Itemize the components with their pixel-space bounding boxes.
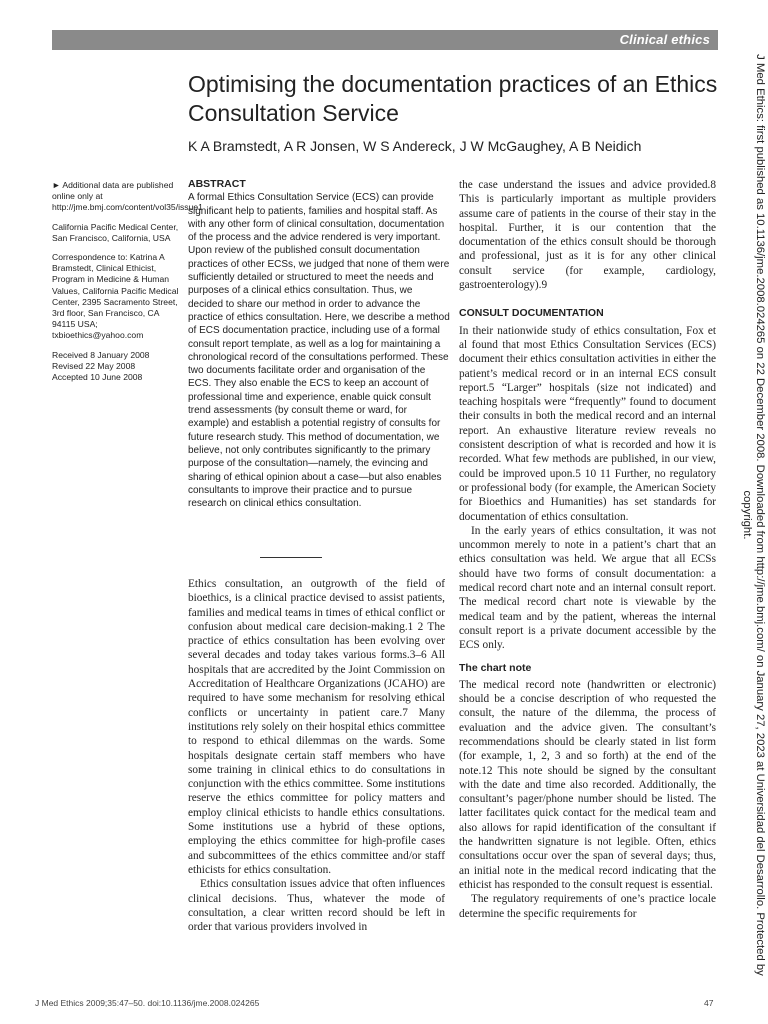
download-margin-note	[738, 30, 766, 1000]
revised-date: Revised 22 May 2008	[52, 360, 136, 371]
received-date: Received 8 January 2008	[52, 349, 150, 360]
footer-citation: J Med Ethics 2009;35:47–50. doi:10.1136/jme.2008.024265	[35, 998, 260, 1008]
accepted-date: Accepted 10 June 2008	[52, 372, 143, 383]
body-paragraph: Ethics consultation, an outgrowth of the field of bioethics, is a clinical practice devised to assist patients, families and medical teams in times of ethical conflict or confusion about medical care decision-making.1 2 The practice of ethics consultation has been evolving over several decades and today takes various forms.3–6 All hospitals that are accredited by the Joint Commission on Accreditation of Healthcare Organizations (JCAHO) are required to have some mechanism for resolving ethical conflicts or uncertainty in patient care.7 Many institutions rely solely on their hospital ethics committee to respond to ethical dilemmas on the wards. Some hospitals designate certain staff members who have some training in clinical ethics to do consultations in conjunction with the ethics committee. Some institutions reserve the ethics committee for policy matters and employ clinical ethicists to handle ethics consultations. Some institutions use a hybrid of these options, employing the ethics committee for high-profile cases and subcommittees of the ethics committee and/or staff ethicists for ethics consultation.	[188, 578, 445, 876]
body-paragraph: The medical record note (handwritten or electronic) should be a concise description of who requested the consult, the nature of the dilemma, the process of evaluation and the advice given. The consultant’s recommendations should be clearly stated in list form (for example, 1, 2, 3 and so forth) at the end of the note.12 This note should be signed by the consultant with the date and time also recorded. Additionally, the consultant’s pager/phone number should be listed. The latter facilitates quick contact for the medical team and also allows for rapid identification of the consultant if the handwritten signature is not legible. Often, ethics consultations occur over the span of several days; thus, an initial note in the medical record indicating that the ethicist has responded to the consult request is essential.	[459, 678, 716, 891]
download-notice-text: J Med Ethics: first published as 10.1136/jme.2008.024265 on 22 December 2008. Downloaded from http://jme.bmj.com/ on January 27, 2023 at Universidad del Desarrollo. Protected by copyright.	[741, 54, 766, 976]
affiliation: California Pacific Medical Center, San Francisco, California, USA	[52, 221, 179, 243]
article-title: Optimising the documentation practices of an Ethics Consultation Service	[188, 71, 718, 126]
article-sidebar	[52, 180, 203, 383]
section-banner	[52, 30, 718, 50]
section-heading-consult-documentation: CONSULT DOCUMENTATION	[459, 307, 604, 320]
body-column-right	[459, 178, 716, 921]
section-label: Clinical ethics	[619, 32, 710, 47]
abstract	[188, 178, 450, 510]
body-paragraph: Ethics consultation issues advice that often influences clinical decisions. Thus, whatever the mode of consultation, a clear written record should be left in order that various providers involved in	[188, 878, 445, 934]
abstract-text: A formal Ethics Consultation Service (ECS) can provide significant help to patients, families and hospital staff. As with any other form of clinical consultation, documentation of the process and the advice rendered is very important. Upon review of the published consult documentation practices of other ECSs, we judged that none of them were sufficiently detailed or structured to meet the needs and purposes of a clinical ethics consultation. Thus, we decided to share our method in order to advance the practice of ethics consultation. Here, we describe a method of ECS documentation practice, including use of a formal consult report template, as well as a log for maintaining a chronological record of the consultations performed. These two documents facilitate order and organisation of the ECS. They also enable the ECS to keep an account of professional time and experience, enable quick consult trend assessments (by consult theme or ward, for example) and establish a potential registry of consults for future research study. This method of documentation, we believe, not only contributes significantly to the primary purpose of the consultation—namely, the evincing and sharing of ethical opinion about a case—but also enables consultants to improve their practice and to pursue research on clinical ethics consultation.	[188, 192, 450, 510]
subsection-heading-chart-note: The chart note	[459, 661, 532, 674]
abstract-heading: ABSTRACT	[188, 178, 246, 190]
additional-data-note[interactable]: ► Additional data are published online only at http://jme.bmj.com/content/vol35/issue1	[52, 180, 203, 213]
body-paragraph: the case understand the issues and advice provided.8 This is particularly important as multiple providers assume care of patients in the course of their stay in the hospital. Further, it is our contention that the documentation of the ethics consult should be thorough and professional, just as it is for any other clinical consult service (for example, cardiology, gastroenterology).9	[459, 179, 716, 292]
page-number: 47	[704, 998, 714, 1008]
correspondence: Correspondence to: Katrina A Bramstedt, Clinical Ethicist, Program in Medicine & Human Values, California Pacific Medical Center, 2395 Sacramento Street, 3rd floor, San Francisco, CA 94115 USA; txbioethics@yahoo.com	[52, 252, 179, 341]
body-paragraph: In the early years of ethics consultation, it was not uncommon merely to note in a patient’s chart that an ethics consultation was held. We argue that all ECSs should have two forms of consult documentation: a medical record chart note and an internal consult report. The medical record chart note is viewable by the medical team and by the patient, whereas the internal consult report is a private document accessible by the ECS only.	[459, 524, 716, 652]
body-column-left	[188, 577, 445, 934]
abstract-divider	[260, 557, 322, 558]
body-paragraph: The regulatory requirements of one’s practice locale determine the specific requirements for	[459, 893, 716, 920]
article-authors: K A Bramstedt, A R Jonsen, W S Andereck, J W McGaughey, A B Neidich	[188, 138, 642, 154]
body-paragraph: In their nationwide study of ethics consultation, Fox et al found that most Ethics Consultation Services (ECS) document their ethics consultation activities in either the patient’s medical record or in an internal ECS consult report.5 “Larger” hospitals (size not indicated) and teaching hospitals were “frequently” found to document their consults in both the medical record and an internal report. An exhaustive literature review reveals no consistent description of what is recorded and how it is recorded. What few methods are published, in our view, could be improved upon.5 10 11 Further, no regulatory or professional body (for example, the American Society for Bioethics and Humanities) has set standards for documentation of ethics consultation.	[459, 324, 716, 523]
